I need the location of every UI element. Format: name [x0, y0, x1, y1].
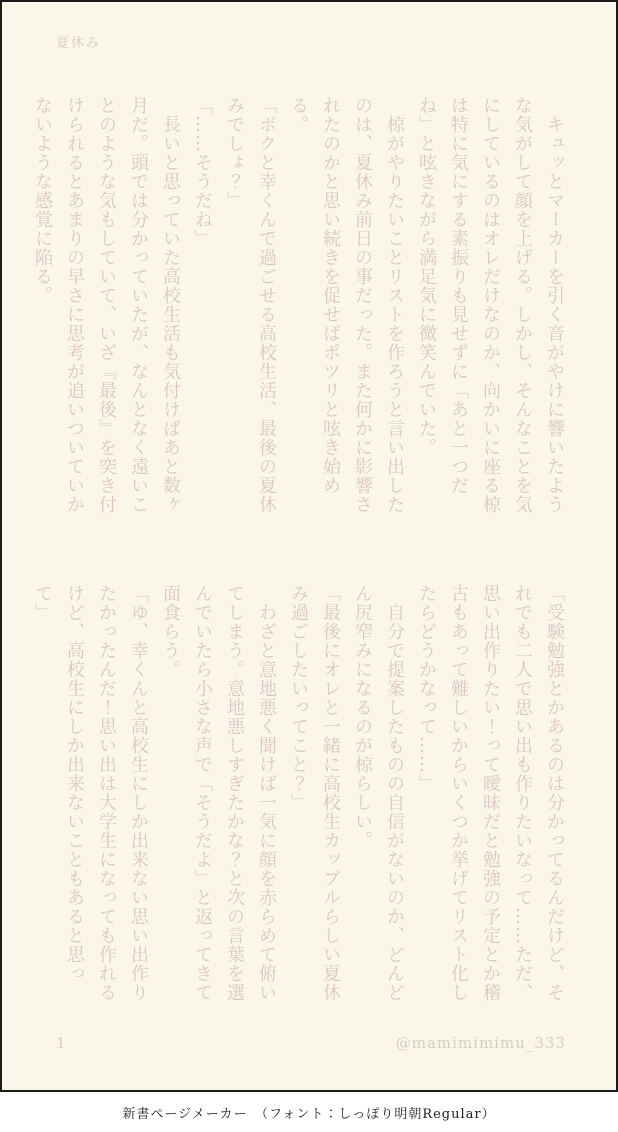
paragraph: 「……そうだね」 — [192, 96, 213, 248]
page-footer — [56, 1034, 566, 1052]
paragraph: 自分で提案したものの自信がないのか、どんどん尻窄みになるのが椋らしい。 — [352, 584, 405, 1002]
author-handle: @mamimimimu_333 — [395, 1034, 566, 1052]
generator-caption: 新書ページメーカー （フォント：しっぽり明朝Regular） — [122, 1106, 496, 1122]
paragraph: キュッとマーカーを引く音がやけに響いたような気がして顔を上げる。しかし、そんなことを気にしているのはオレだけなのか、向かいに座る椋は特に気にする素振りも見せずに「あと一つだね」と呟きながら満足気に微笑んでいた。 — [416, 96, 565, 514]
paragraph: 「受験勉強とかあるのは分かってるんだけど、それでも二人で思い出も作りたいなって……ただ、思い出作りたい！って曖昧だと勉強の予定とか稽古もあって難しいからいくつか挙げてリスト化したらどうかなって……」 — [416, 584, 565, 1002]
page-number: 1 — [56, 1034, 67, 1052]
paragraph: 「ゆ、幸くんと高校生にしか出来ない思い出作りたかったんだ！思い出は大学生になっても作れるけど、高校生にしか出来ないこともあると思って」 — [32, 584, 149, 1002]
paragraph: 長いと思っていた高校生活も気付けばあと数ヶ月だ。頭では分かっていたが、なんとなく遠いことのような気もしていて、いざ『最後』を突き付けられるとあまりの早さに思考が追いついていかないような感覚に陥る。 — [32, 96, 181, 514]
page-title: 夏休み — [56, 36, 102, 51]
story-block-1 — [26, 96, 570, 520]
paragraph: 椋がやりたいことリストを作ろうと言い出したのは、夏休み前日の事だった。また何かに影響されたのかと思い続きを促せばポツリと呟き始める。 — [288, 96, 405, 514]
paragraph: 「ボクと幸くんで過ごせる高校生活、最後の夏休みでしょ？」 — [224, 96, 277, 514]
paragraph: 「最後にオレと一緒に高校生カップルらしい夏休み過ごしたいってこと？」 — [288, 584, 341, 1002]
story-block-2 — [26, 584, 570, 1008]
paragraph: わざと意地悪く聞けば一気に顔を赤らめて俯いてしまう。意地悪しすぎたかな？と次の言葉を選んでいたら小さな声で「そうだよ」と返ってきて面食らう。 — [160, 584, 277, 1002]
caption-bar — [0, 1092, 618, 1132]
